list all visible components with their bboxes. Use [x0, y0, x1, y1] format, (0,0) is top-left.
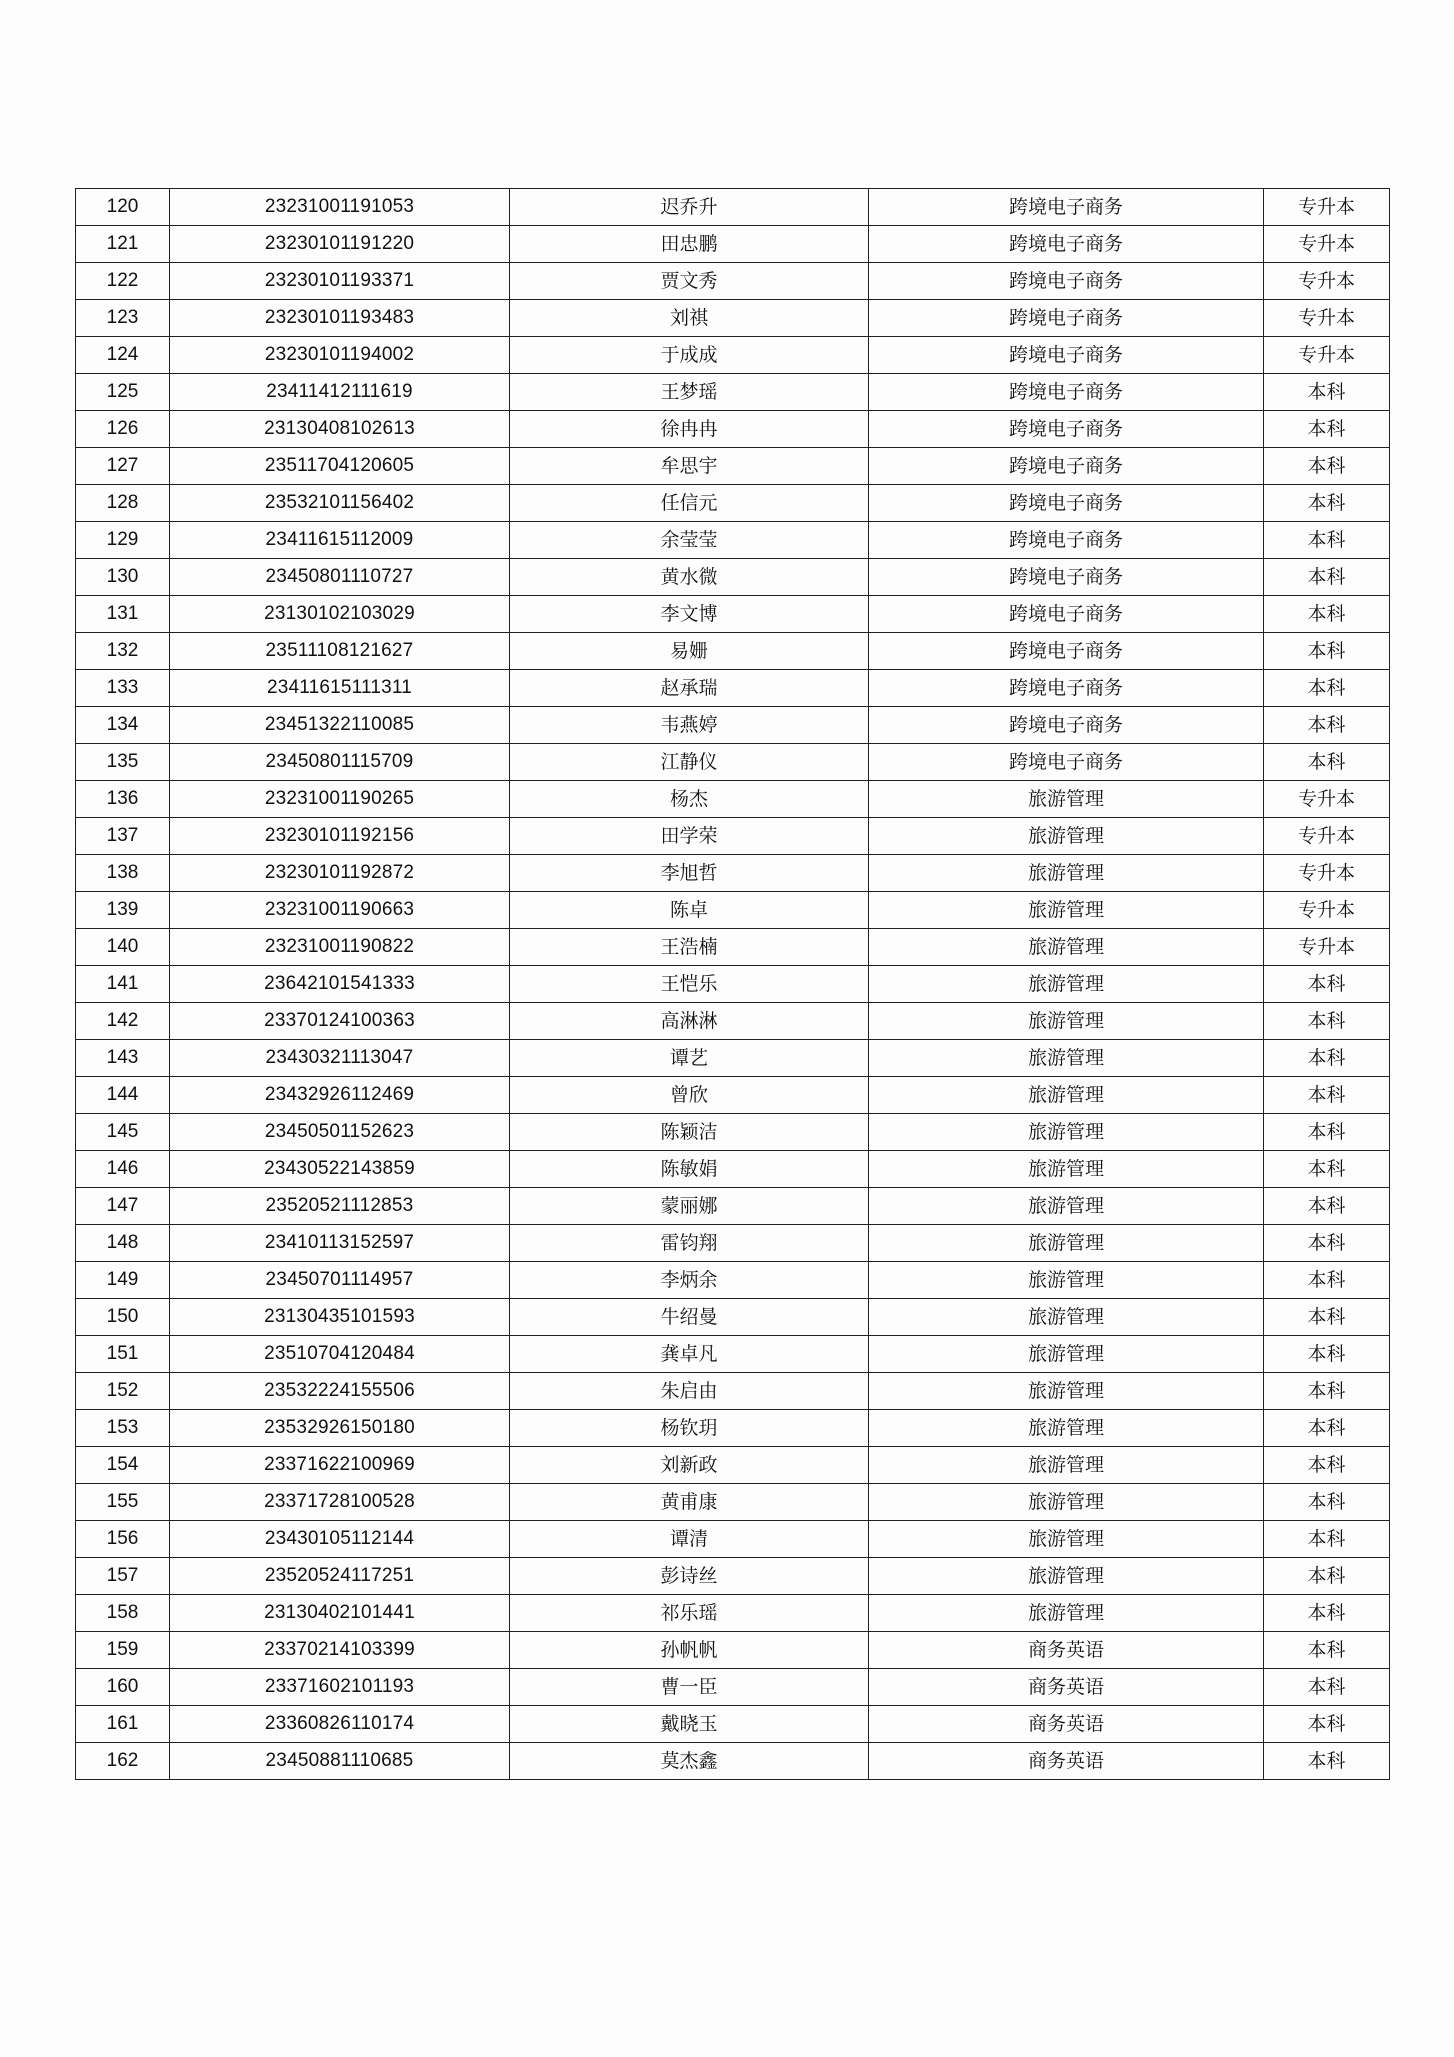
table-row: [76, 1743, 1390, 1780]
student-name-cell: 杨钦玥: [510, 1410, 869, 1447]
table-row: [76, 411, 1390, 448]
student-name-cell: 高淋淋: [510, 1003, 869, 1040]
level-cell: 本科: [1264, 1336, 1390, 1373]
table-row: [76, 522, 1390, 559]
student-name-cell: 迟乔升: [510, 189, 869, 226]
exam-id-cell: 23520524117251: [170, 1558, 510, 1595]
level-cell: 本科: [1264, 1410, 1390, 1447]
level-cell: 本科: [1264, 411, 1390, 448]
row-number-cell: 132: [76, 633, 170, 670]
student-name-cell: 李炳余: [510, 1262, 869, 1299]
row-number-cell: 133: [76, 670, 170, 707]
row-number-cell: 154: [76, 1447, 170, 1484]
student-name-cell: 王梦瑶: [510, 374, 869, 411]
major-cell: 跨境电子商务: [869, 226, 1264, 263]
exam-id-cell: 23231001190822: [170, 929, 510, 966]
major-cell: 跨境电子商务: [869, 633, 1264, 670]
major-cell: 商务英语: [869, 1706, 1264, 1743]
major-cell: 旅游管理: [869, 1595, 1264, 1632]
level-cell: 本科: [1264, 1373, 1390, 1410]
exam-id-cell: 23371602101193: [170, 1669, 510, 1706]
major-cell: 旅游管理: [869, 1225, 1264, 1262]
major-cell: 旅游管理: [869, 929, 1264, 966]
level-cell: 专升本: [1264, 781, 1390, 818]
row-number-cell: 129: [76, 522, 170, 559]
student-name-cell: 贾文秀: [510, 263, 869, 300]
level-cell: 专升本: [1264, 892, 1390, 929]
major-cell: 旅游管理: [869, 1558, 1264, 1595]
level-cell: 本科: [1264, 1595, 1390, 1632]
row-number-cell: 135: [76, 744, 170, 781]
exam-id-cell: 23230101192156: [170, 818, 510, 855]
row-number-cell: 150: [76, 1299, 170, 1336]
exam-id-cell: 23510704120484: [170, 1336, 510, 1373]
table-row: [76, 1521, 1390, 1558]
row-number-cell: 153: [76, 1410, 170, 1447]
student-name-cell: 戴晓玉: [510, 1706, 869, 1743]
row-number-cell: 137: [76, 818, 170, 855]
table-row: [76, 337, 1390, 374]
table-row: [76, 1595, 1390, 1632]
exam-id-cell: 23411615112009: [170, 522, 510, 559]
major-cell: 旅游管理: [869, 966, 1264, 1003]
table-row: [76, 1669, 1390, 1706]
row-number-cell: 149: [76, 1262, 170, 1299]
exam-id-cell: 23370214103399: [170, 1632, 510, 1669]
level-cell: 本科: [1264, 1077, 1390, 1114]
table-row: [76, 1299, 1390, 1336]
exam-id-cell: 23370124100363: [170, 1003, 510, 1040]
student-name-cell: 牛绍曼: [510, 1299, 869, 1336]
exam-id-cell: 23371728100528: [170, 1484, 510, 1521]
exam-id-cell: 23511108121627: [170, 633, 510, 670]
student-name-cell: 祁乐瑶: [510, 1595, 869, 1632]
student-roster-table: [75, 188, 1390, 1780]
level-cell: 本科: [1264, 1262, 1390, 1299]
row-number-cell: 121: [76, 226, 170, 263]
major-cell: 旅游管理: [869, 1040, 1264, 1077]
level-cell: 本科: [1264, 1188, 1390, 1225]
major-cell: 旅游管理: [869, 1410, 1264, 1447]
row-number-cell: 145: [76, 1114, 170, 1151]
level-cell: 专升本: [1264, 226, 1390, 263]
level-cell: 本科: [1264, 1632, 1390, 1669]
major-cell: 跨境电子商务: [869, 707, 1264, 744]
student-name-cell: 韦燕婷: [510, 707, 869, 744]
major-cell: 跨境电子商务: [869, 744, 1264, 781]
major-cell: 旅游管理: [869, 1373, 1264, 1410]
major-cell: 跨境电子商务: [869, 559, 1264, 596]
major-cell: 跨境电子商务: [869, 596, 1264, 633]
student-name-cell: 谭艺: [510, 1040, 869, 1077]
row-number-cell: 128: [76, 485, 170, 522]
level-cell: 本科: [1264, 485, 1390, 522]
table-row: [76, 263, 1390, 300]
major-cell: 跨境电子商务: [869, 263, 1264, 300]
student-name-cell: 易姗: [510, 633, 869, 670]
exam-id-cell: 23450501152623: [170, 1114, 510, 1151]
major-cell: 跨境电子商务: [869, 337, 1264, 374]
level-cell: 专升本: [1264, 855, 1390, 892]
level-cell: 本科: [1264, 1669, 1390, 1706]
level-cell: 专升本: [1264, 189, 1390, 226]
row-number-cell: 120: [76, 189, 170, 226]
major-cell: 跨境电子商务: [869, 189, 1264, 226]
student-name-cell: 王浩楠: [510, 929, 869, 966]
row-number-cell: 127: [76, 448, 170, 485]
level-cell: 本科: [1264, 744, 1390, 781]
student-name-cell: 莫杰鑫: [510, 1743, 869, 1780]
student-name-cell: 于成成: [510, 337, 869, 374]
row-number-cell: 139: [76, 892, 170, 929]
level-cell: 专升本: [1264, 929, 1390, 966]
level-cell: 本科: [1264, 1040, 1390, 1077]
student-name-cell: 王恺乐: [510, 966, 869, 1003]
student-name-cell: 朱启由: [510, 1373, 869, 1410]
exam-id-cell: 23520521112853: [170, 1188, 510, 1225]
exam-id-cell: 23231001190265: [170, 781, 510, 818]
table-row: [76, 1225, 1390, 1262]
exam-id-cell: 23511704120605: [170, 448, 510, 485]
exam-id-cell: 23411615111311: [170, 670, 510, 707]
major-cell: 旅游管理: [869, 1114, 1264, 1151]
table-row: [76, 855, 1390, 892]
major-cell: 旅游管理: [869, 781, 1264, 818]
table-row: [76, 596, 1390, 633]
student-name-cell: 刘祺: [510, 300, 869, 337]
level-cell: 专升本: [1264, 300, 1390, 337]
level-cell: 本科: [1264, 633, 1390, 670]
table-row: [76, 1410, 1390, 1447]
table-row: [76, 966, 1390, 1003]
level-cell: 本科: [1264, 1299, 1390, 1336]
student-name-cell: 徐冉冉: [510, 411, 869, 448]
row-number-cell: 148: [76, 1225, 170, 1262]
student-name-cell: 陈敏娟: [510, 1151, 869, 1188]
level-cell: 本科: [1264, 1151, 1390, 1188]
table-row: [76, 1484, 1390, 1521]
row-number-cell: 141: [76, 966, 170, 1003]
exam-id-cell: 23371622100969: [170, 1447, 510, 1484]
row-number-cell: 155: [76, 1484, 170, 1521]
student-name-cell: 孙帆帆: [510, 1632, 869, 1669]
table-row: [76, 929, 1390, 966]
student-name-cell: 黄甫康: [510, 1484, 869, 1521]
level-cell: 本科: [1264, 1003, 1390, 1040]
table-row: [76, 707, 1390, 744]
major-cell: 旅游管理: [869, 1447, 1264, 1484]
table-row: [76, 1336, 1390, 1373]
table-row: [76, 1706, 1390, 1743]
student-name-cell: 曾欣: [510, 1077, 869, 1114]
row-number-cell: 159: [76, 1632, 170, 1669]
exam-id-cell: 23130402101441: [170, 1595, 510, 1632]
level-cell: 本科: [1264, 670, 1390, 707]
student-name-cell: 龚卓凡: [510, 1336, 869, 1373]
exam-id-cell: 23430105112144: [170, 1521, 510, 1558]
level-cell: 本科: [1264, 1743, 1390, 1780]
table-row: [76, 1077, 1390, 1114]
level-cell: 本科: [1264, 1706, 1390, 1743]
row-number-cell: 160: [76, 1669, 170, 1706]
row-number-cell: 140: [76, 929, 170, 966]
table-row: [76, 744, 1390, 781]
table-row: [76, 300, 1390, 337]
exam-id-cell: 23642101541333: [170, 966, 510, 1003]
student-name-cell: 牟思宇: [510, 448, 869, 485]
exam-id-cell: 23451322110085: [170, 707, 510, 744]
exam-id-cell: 23430321113047: [170, 1040, 510, 1077]
level-cell: 本科: [1264, 448, 1390, 485]
exam-id-cell: 23450801115709: [170, 744, 510, 781]
major-cell: 跨境电子商务: [869, 411, 1264, 448]
exam-id-cell: 23231001191053: [170, 189, 510, 226]
row-number-cell: 125: [76, 374, 170, 411]
roster-body: [76, 189, 1390, 1780]
level-cell: 本科: [1264, 1114, 1390, 1151]
table-row: [76, 1040, 1390, 1077]
row-number-cell: 157: [76, 1558, 170, 1595]
table-row: [76, 485, 1390, 522]
exam-id-cell: 23532926150180: [170, 1410, 510, 1447]
level-cell: 专升本: [1264, 818, 1390, 855]
row-number-cell: 122: [76, 263, 170, 300]
major-cell: 商务英语: [869, 1743, 1264, 1780]
major-cell: 旅游管理: [869, 892, 1264, 929]
student-name-cell: 陈卓: [510, 892, 869, 929]
table-row: [76, 1188, 1390, 1225]
exam-id-cell: 23432926112469: [170, 1077, 510, 1114]
student-name-cell: 曹一臣: [510, 1669, 869, 1706]
table-row: [76, 559, 1390, 596]
table-row: [76, 1151, 1390, 1188]
student-name-cell: 雷钧翔: [510, 1225, 869, 1262]
table-row: [76, 1373, 1390, 1410]
major-cell: 跨境电子商务: [869, 300, 1264, 337]
row-number-cell: 131: [76, 596, 170, 633]
table-row: [76, 1262, 1390, 1299]
exam-id-cell: 23450881110685: [170, 1743, 510, 1780]
major-cell: 旅游管理: [869, 818, 1264, 855]
table-row: [76, 1114, 1390, 1151]
major-cell: 跨境电子商务: [869, 448, 1264, 485]
major-cell: 旅游管理: [869, 855, 1264, 892]
major-cell: 跨境电子商务: [869, 485, 1264, 522]
major-cell: 旅游管理: [869, 1188, 1264, 1225]
level-cell: 本科: [1264, 1225, 1390, 1262]
exam-id-cell: 23450701114957: [170, 1262, 510, 1299]
table-row: [76, 448, 1390, 485]
major-cell: 旅游管理: [869, 1299, 1264, 1336]
exam-id-cell: 23130408102613: [170, 411, 510, 448]
major-cell: 商务英语: [869, 1632, 1264, 1669]
table-row: [76, 1558, 1390, 1595]
row-number-cell: 134: [76, 707, 170, 744]
exam-id-cell: 23360826110174: [170, 1706, 510, 1743]
table-row: [76, 818, 1390, 855]
exam-id-cell: 23230101193483: [170, 300, 510, 337]
level-cell: 专升本: [1264, 263, 1390, 300]
row-number-cell: 146: [76, 1151, 170, 1188]
major-cell: 旅游管理: [869, 1262, 1264, 1299]
table-row: [76, 670, 1390, 707]
student-name-cell: 陈颖洁: [510, 1114, 869, 1151]
row-number-cell: 156: [76, 1521, 170, 1558]
row-number-cell: 138: [76, 855, 170, 892]
row-number-cell: 162: [76, 1743, 170, 1780]
exam-id-cell: 23230101192872: [170, 855, 510, 892]
level-cell: 本科: [1264, 374, 1390, 411]
major-cell: 旅游管理: [869, 1003, 1264, 1040]
exam-id-cell: 23130102103029: [170, 596, 510, 633]
student-name-cell: 蒙丽娜: [510, 1188, 869, 1225]
level-cell: 本科: [1264, 1447, 1390, 1484]
student-name-cell: 杨杰: [510, 781, 869, 818]
student-name-cell: 彭诗丝: [510, 1558, 869, 1595]
major-cell: 旅游管理: [869, 1151, 1264, 1188]
major-cell: 旅游管理: [869, 1484, 1264, 1521]
row-number-cell: 136: [76, 781, 170, 818]
level-cell: 本科: [1264, 707, 1390, 744]
level-cell: 本科: [1264, 1521, 1390, 1558]
exam-id-cell: 23130435101593: [170, 1299, 510, 1336]
exam-id-cell: 23230101191220: [170, 226, 510, 263]
level-cell: 本科: [1264, 559, 1390, 596]
exam-id-cell: 23230101193371: [170, 263, 510, 300]
exam-id-cell: 23450801110727: [170, 559, 510, 596]
level-cell: 本科: [1264, 1484, 1390, 1521]
table-row: [76, 1632, 1390, 1669]
student-name-cell: 谭清: [510, 1521, 869, 1558]
student-name-cell: 田学荣: [510, 818, 869, 855]
level-cell: 专升本: [1264, 337, 1390, 374]
row-number-cell: 144: [76, 1077, 170, 1114]
table-row: [76, 1447, 1390, 1484]
exam-id-cell: 23430522143859: [170, 1151, 510, 1188]
student-name-cell: 任信元: [510, 485, 869, 522]
level-cell: 本科: [1264, 966, 1390, 1003]
exam-id-cell: 23411412111619: [170, 374, 510, 411]
student-name-cell: 江静仪: [510, 744, 869, 781]
major-cell: 跨境电子商务: [869, 522, 1264, 559]
student-name-cell: 田忠鹏: [510, 226, 869, 263]
row-number-cell: 130: [76, 559, 170, 596]
table-row: [76, 1003, 1390, 1040]
exam-id-cell: 23230101194002: [170, 337, 510, 374]
row-number-cell: 123: [76, 300, 170, 337]
row-number-cell: 124: [76, 337, 170, 374]
student-name-cell: 李旭哲: [510, 855, 869, 892]
table-row: [76, 892, 1390, 929]
table-row: [76, 226, 1390, 263]
level-cell: 本科: [1264, 1558, 1390, 1595]
major-cell: 旅游管理: [869, 1336, 1264, 1373]
major-cell: 商务英语: [869, 1669, 1264, 1706]
row-number-cell: 152: [76, 1373, 170, 1410]
row-number-cell: 143: [76, 1040, 170, 1077]
major-cell: 跨境电子商务: [869, 670, 1264, 707]
table-row: [76, 633, 1390, 670]
level-cell: 本科: [1264, 522, 1390, 559]
exam-id-cell: 23231001190663: [170, 892, 510, 929]
table-row: [76, 781, 1390, 818]
row-number-cell: 151: [76, 1336, 170, 1373]
major-cell: 旅游管理: [869, 1521, 1264, 1558]
level-cell: 本科: [1264, 596, 1390, 633]
major-cell: 旅游管理: [869, 1077, 1264, 1114]
row-number-cell: 161: [76, 1706, 170, 1743]
student-name-cell: 黄水微: [510, 559, 869, 596]
row-number-cell: 142: [76, 1003, 170, 1040]
student-name-cell: 李文博: [510, 596, 869, 633]
row-number-cell: 147: [76, 1188, 170, 1225]
row-number-cell: 158: [76, 1595, 170, 1632]
student-name-cell: 余莹莹: [510, 522, 869, 559]
exam-id-cell: 23532224155506: [170, 1373, 510, 1410]
major-cell: 跨境电子商务: [869, 374, 1264, 411]
row-number-cell: 126: [76, 411, 170, 448]
table-row: [76, 374, 1390, 411]
student-name-cell: 赵承瑞: [510, 670, 869, 707]
student-name-cell: 刘新政: [510, 1447, 869, 1484]
exam-id-cell: 23532101156402: [170, 485, 510, 522]
exam-id-cell: 23410113152597: [170, 1225, 510, 1262]
table-row: [76, 189, 1390, 226]
